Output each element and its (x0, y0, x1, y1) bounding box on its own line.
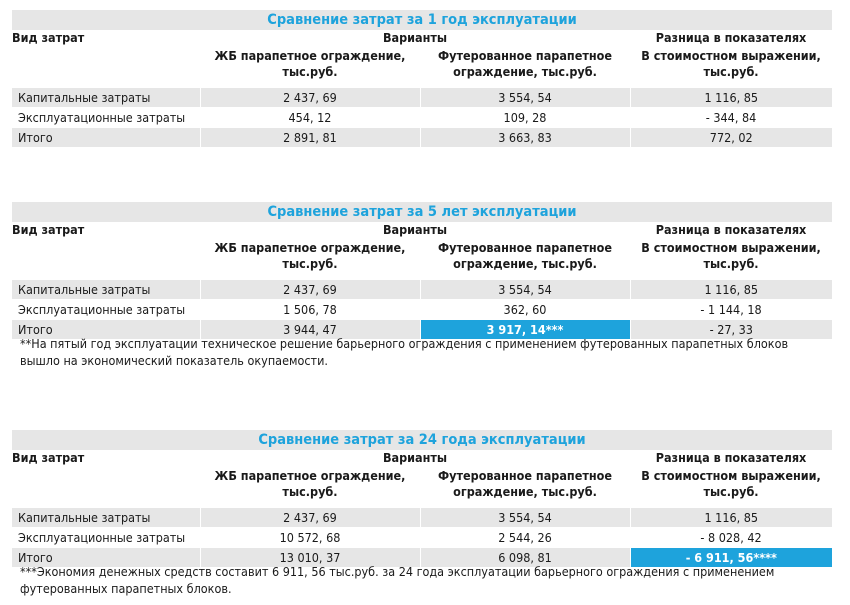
header-diff-title: Разница в показателях (655, 30, 807, 45)
comparison-table (12, 450, 832, 568)
row-label: Эксплуатационные затраты (12, 528, 200, 548)
cell-variant1: 1 506, 78 (200, 300, 420, 320)
cell-variant2: 3 554, 54 (420, 508, 630, 528)
cell-variant2: 6 098, 81 (420, 548, 630, 568)
header-variant-jb: ЖБ парапетное ограждение, тыс.руб. (214, 468, 406, 499)
row-label: Капитальные затраты (12, 280, 200, 300)
table-title: Сравнение затрат за 24 года эксплуатации (12, 430, 832, 450)
cell-variant1: 454, 12 (200, 108, 420, 128)
table-row (12, 528, 832, 548)
header-variant-lined: Футерованное парапетное ограждение, тыс.руб. (438, 240, 612, 271)
table-title: Сравнение затрат за 1 год эксплуатации (12, 10, 832, 30)
cell-diff: - 8 028, 42 (630, 528, 832, 548)
table-row (12, 300, 832, 320)
cell-variant2: 3 554, 54 (420, 280, 630, 300)
cell-diff-highlight: - 6 911, 56**** (630, 548, 832, 568)
row-label: Капитальные затраты (12, 508, 200, 528)
header-diff-title: Разница в показателях (655, 222, 807, 237)
cell-variant1: 2 437, 69 (200, 280, 420, 300)
cell-variant2: 3 663, 83 (420, 128, 630, 148)
cell-diff: - 344, 84 (630, 108, 832, 128)
header-variants: Варианты (382, 450, 448, 465)
cell-diff: 772, 02 (630, 128, 832, 148)
footnote-payback (20, 335, 830, 369)
header-diff-value: В стоимостном выражении, тыс.руб. (641, 240, 821, 271)
comparison-table-5-years (12, 202, 832, 340)
footnote-line: **На пятый год эксплуатации техническое решение барьерного ограждения с применением футерованных парапетных блоков (20, 336, 789, 351)
header-cost-type: Вид затрат (12, 450, 85, 465)
header-variants: Варианты (382, 222, 448, 237)
header-diff-value: В стоимостном выражении, тыс.руб. (641, 468, 821, 499)
cell-variant1: 10 572, 68 (200, 528, 420, 548)
cell-variant1: 13 010, 37 (200, 548, 420, 568)
comparison-table (12, 30, 832, 148)
header-diff-value: В стоимостном выражении, тыс.руб. (641, 48, 821, 79)
cell-diff: 1 116, 85 (630, 508, 832, 528)
row-label: Итого (12, 128, 200, 148)
footnote-savings (20, 563, 830, 597)
header-cost-type: Вид затрат (12, 222, 85, 237)
header-variant-lined: Футерованное парапетное ограждение, тыс.руб. (438, 468, 612, 499)
cell-variant1: 2 437, 69 (200, 508, 420, 528)
header-variant-jb: ЖБ парапетное ограждение, тыс.руб. (214, 48, 406, 79)
comparison-table-24-years (12, 430, 832, 568)
cell-variant2: 2 544, 26 (420, 528, 630, 548)
row-label: Капитальные затраты (12, 88, 200, 108)
cell-variant2: 362, 60 (420, 300, 630, 320)
footnote-line: футерованных парапетных блоков. (20, 581, 232, 596)
footnote-line: ***Экономия денежных средств составит 6 911, 56 тыс.руб. за 24 года эксплуатации барьерного ограждения с применением (20, 564, 775, 579)
cell-diff: - 1 144, 18 (630, 300, 832, 320)
table-row (12, 88, 832, 108)
table-row (12, 128, 832, 148)
table-row (12, 108, 832, 128)
cell-diff: 1 116, 85 (630, 280, 832, 300)
cell-variant1: 3 944, 47 (200, 320, 420, 340)
comparison-table-1-year (12, 10, 832, 148)
header-cost-type: Вид затрат (12, 30, 85, 45)
cell-diff: - 27, 33 (630, 320, 832, 340)
cell-variant1: 2 891, 81 (200, 128, 420, 148)
cell-variant2-highlight: 3 917, 14*** (420, 320, 630, 340)
row-label: Итого (12, 320, 200, 340)
row-label: Эксплуатационные затраты (12, 108, 200, 128)
table-title: Сравнение затрат за 5 лет эксплуатации (12, 202, 832, 222)
comparison-table (12, 222, 832, 340)
row-label: Эксплуатационные затраты (12, 300, 200, 320)
header-variant-jb: ЖБ парапетное ограждение, тыс.руб. (214, 240, 406, 271)
table-row (12, 508, 832, 528)
header-variant-lined: Футерованное парапетное ограждение, тыс.руб. (438, 48, 612, 79)
row-label: Итого (12, 548, 200, 568)
header-variants: Варианты (382, 30, 448, 45)
cell-diff: 1 116, 85 (630, 88, 832, 108)
cell-variant2: 109, 28 (420, 108, 630, 128)
footnote-line: вышло на экономический показатель окупаемости. (20, 353, 328, 368)
header-diff-title: Разница в показателях (655, 450, 807, 465)
cell-variant2: 3 554, 54 (420, 88, 630, 108)
table-row (12, 280, 832, 300)
cell-variant1: 2 437, 69 (200, 88, 420, 108)
